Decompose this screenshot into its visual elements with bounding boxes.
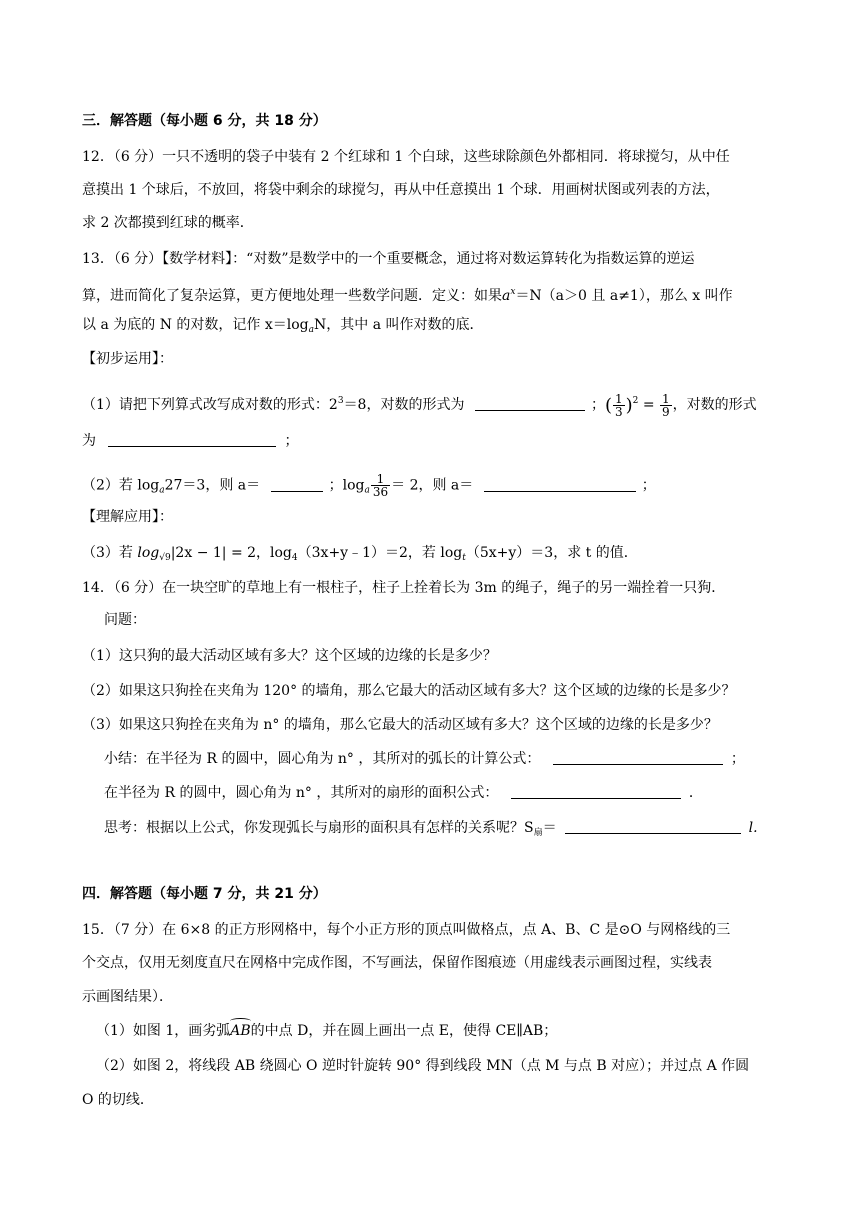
q13-part-1-d: ，对数的形式 bbox=[672, 397, 757, 413]
q12-line-3: 求 2 次都摸到红球的概率． bbox=[82, 215, 254, 231]
q13-part-3-b: |2x − 1| = 2，log bbox=[170, 545, 292, 561]
q13-part-2-c: ；log bbox=[328, 477, 365, 494]
q13-part-2-b: 27＝3，则 a＝ bbox=[164, 477, 261, 494]
q13-part-1-e: 为 bbox=[82, 433, 96, 449]
q15-line-1: 15．（7 分）在 6×8 的正方形网格中，每个小正方形的顶点叫做格点，点 A、B、C 是⊙O 与网格线的三 bbox=[82, 922, 731, 938]
q15-line-3: 示画图结果）． bbox=[82, 989, 173, 1005]
q14-summary-arc-text: 小结：在半径为 R 的圆中，圆心角为 n° ，其所对的弧长的计算公式： bbox=[104, 751, 541, 767]
q13-part-3-d: （5x+y）＝3，求 t 的值． bbox=[465, 545, 638, 561]
q14-line-2: 问题： bbox=[104, 612, 146, 628]
q14-summary-area-end: ． bbox=[688, 785, 703, 801]
q13-line-3-b: N，其中 a 叫作对数的底． bbox=[314, 317, 484, 333]
q13-heading-application: 【理解应用】： bbox=[82, 509, 173, 525]
q13-part-1-f: ； bbox=[284, 433, 299, 449]
answer-blank-2[interactable] bbox=[108, 432, 276, 447]
q13-heading-preliminary: 【初步运用】： bbox=[82, 351, 173, 367]
section-4-heading: 四．解答题（每小题 7 分，共 21 分） bbox=[82, 886, 327, 902]
answer-blank-7[interactable] bbox=[565, 819, 741, 834]
q12-line-2: 意摸出 1 个球后，不放回，将袋中剩余的球搅匀，再从中任意摸出 1 个球．用画树状图或列表的方法， bbox=[82, 182, 720, 198]
q13-part-3-c: （3x+y﹣1）＝2，若 log bbox=[297, 545, 463, 561]
q15-line-4-b: 的中点 D，并在圆上画出一点 E，使得 CE∥AB； bbox=[250, 1023, 558, 1039]
q13-line-2-text: 算，进而简化了复杂运算，更方便地处理一些数学问题．定义：如果 bbox=[82, 288, 502, 304]
q14-think-sub: 扇 bbox=[533, 828, 543, 838]
section-3-heading: 三．解答题（每小题 6 分，共 18 分） bbox=[82, 113, 327, 129]
q13-part-1-a: （1）请把下列算式改写成对数的形式：2 bbox=[82, 397, 338, 413]
q14-summary-area bbox=[104, 783, 703, 803]
answer-blank-4[interactable] bbox=[484, 477, 636, 492]
answer-blank-3[interactable] bbox=[271, 477, 323, 492]
q13-part-2-d: ＝ 2，则 a＝ bbox=[391, 477, 474, 494]
q13-line-2: 算，进而简化了复杂运算，更方便地处理一些数学问题．定义：如果$a^x=N(a>0$ 且 a≠1），那么 x 叫作 bbox=[82, 287, 733, 304]
q14-line-3: （1）这只狗的最大活动区域有多大？这个区域的边缘的长是多少？ bbox=[82, 648, 497, 664]
q15-line-4-a: （1）如图 1，画劣弧 bbox=[96, 1023, 231, 1039]
q15-line-4 bbox=[96, 1021, 557, 1041]
q13-part-3-a: （3）若 bbox=[82, 545, 133, 561]
q14-summary-arc bbox=[104, 749, 745, 769]
q14-line-5: （3）如果这只狗拴在夹角为 n° 的墙角，那么它最大的活动区域有多大？这个区域的边缘的长是多少？ bbox=[82, 717, 718, 733]
q13-part-1-c: ； bbox=[590, 397, 605, 413]
q14-summary-arc-end: ； bbox=[730, 751, 745, 767]
q13-part-2: （2）若 $\log_a27=3$，则 a＝ ；$\log_a$ $\frac{1}{36}$ ＝ 2，则 a＝ ； bbox=[82, 472, 656, 499]
answer-blank-1[interactable] bbox=[475, 396, 585, 411]
q15-line-6: O 的切线． bbox=[82, 1092, 154, 1108]
q14-summary-area-text: 在半径为 R 的圆中，圆心角为 n° ，其所对的扇形的面积公式： bbox=[104, 785, 499, 801]
q13-line-3: 以 a 为底的 N 的对数，记作 $x=\log_aN$，其中 a 叫作对数的底． bbox=[82, 317, 484, 335]
q14-think bbox=[104, 818, 758, 843]
q14-think-eq: ＝ bbox=[542, 820, 557, 836]
answer-blank-5[interactable] bbox=[553, 750, 723, 765]
q14-line-1: 14．（6 分）在一块空旷的草地上有一根柱子，柱子上拴着长为 3m 的绳子，绳子的另一端拴着一只狗． bbox=[82, 580, 726, 596]
q13-part-1: （1）请把下列算式改写成对数的形式：$2^3=8$，对数的形式为 ；( $\frac{1}{3}$ )$^2$ = $\frac{1}{9}$ ，对数的形式 bbox=[82, 391, 757, 419]
q12-line-1: 12．（6 分）一只不透明的袋子中装有 2 个红球和 1 个白球，这些球除颜色外都相同．将球搅匀，从中任 bbox=[82, 149, 730, 165]
q13-line-2-eq: ＝N（a＞0 且 a≠1），那么 x 叫作 bbox=[515, 288, 733, 304]
q13-part-1-cont bbox=[82, 431, 298, 451]
answer-blank-6[interactable] bbox=[511, 784, 681, 799]
q13-line-3-a: 以 a 为底的 N 的对数，记作 x＝log bbox=[82, 317, 309, 333]
q14-line-4: （2）如果这只狗拴在夹角为 120° 的墙角，那么它最大的活动区域有多大？这个区域的边缘的长是多少？ bbox=[82, 683, 736, 699]
q13-part-1-b: ＝8，对数的形式为 bbox=[343, 397, 465, 413]
q13-part-3: （3）若 $\log_{√9}|2x - 1| = 2$，$\log_4(3x+y﹣1)=2$，若 $\log_t(5x+y)=3$，求 t 的值． bbox=[82, 545, 638, 563]
arc-ab: AB bbox=[230, 1023, 251, 1039]
q15-line-5: （2）如图 2，将线段 AB 绕圆心 O 逆时针旋转 90° 得到线段 MN（点 M 与点 B 对应）；并过点 A 作圆 bbox=[96, 1058, 750, 1074]
q13-line-1: 13．（6 分）【数学材料】：“对数”是数学中的一个重要概念，通过将对数运算转化为指数运算的逆运 bbox=[82, 251, 695, 267]
q13-part-2-e: ； bbox=[641, 477, 656, 494]
q15-line-2: 个交点，仅用无刻度直尺在网格中完成作图，不写画法，保留作图痕迹（用虚线表示画图过程，实线表 bbox=[82, 955, 712, 971]
q14-think-text: 思考：根据以上公式，你发现弧长与扇形的面积具有怎样的关系呢？S bbox=[104, 820, 534, 836]
q14-think-l: l. bbox=[748, 820, 758, 836]
q13-part-2-a: （2）若 log bbox=[82, 477, 160, 494]
